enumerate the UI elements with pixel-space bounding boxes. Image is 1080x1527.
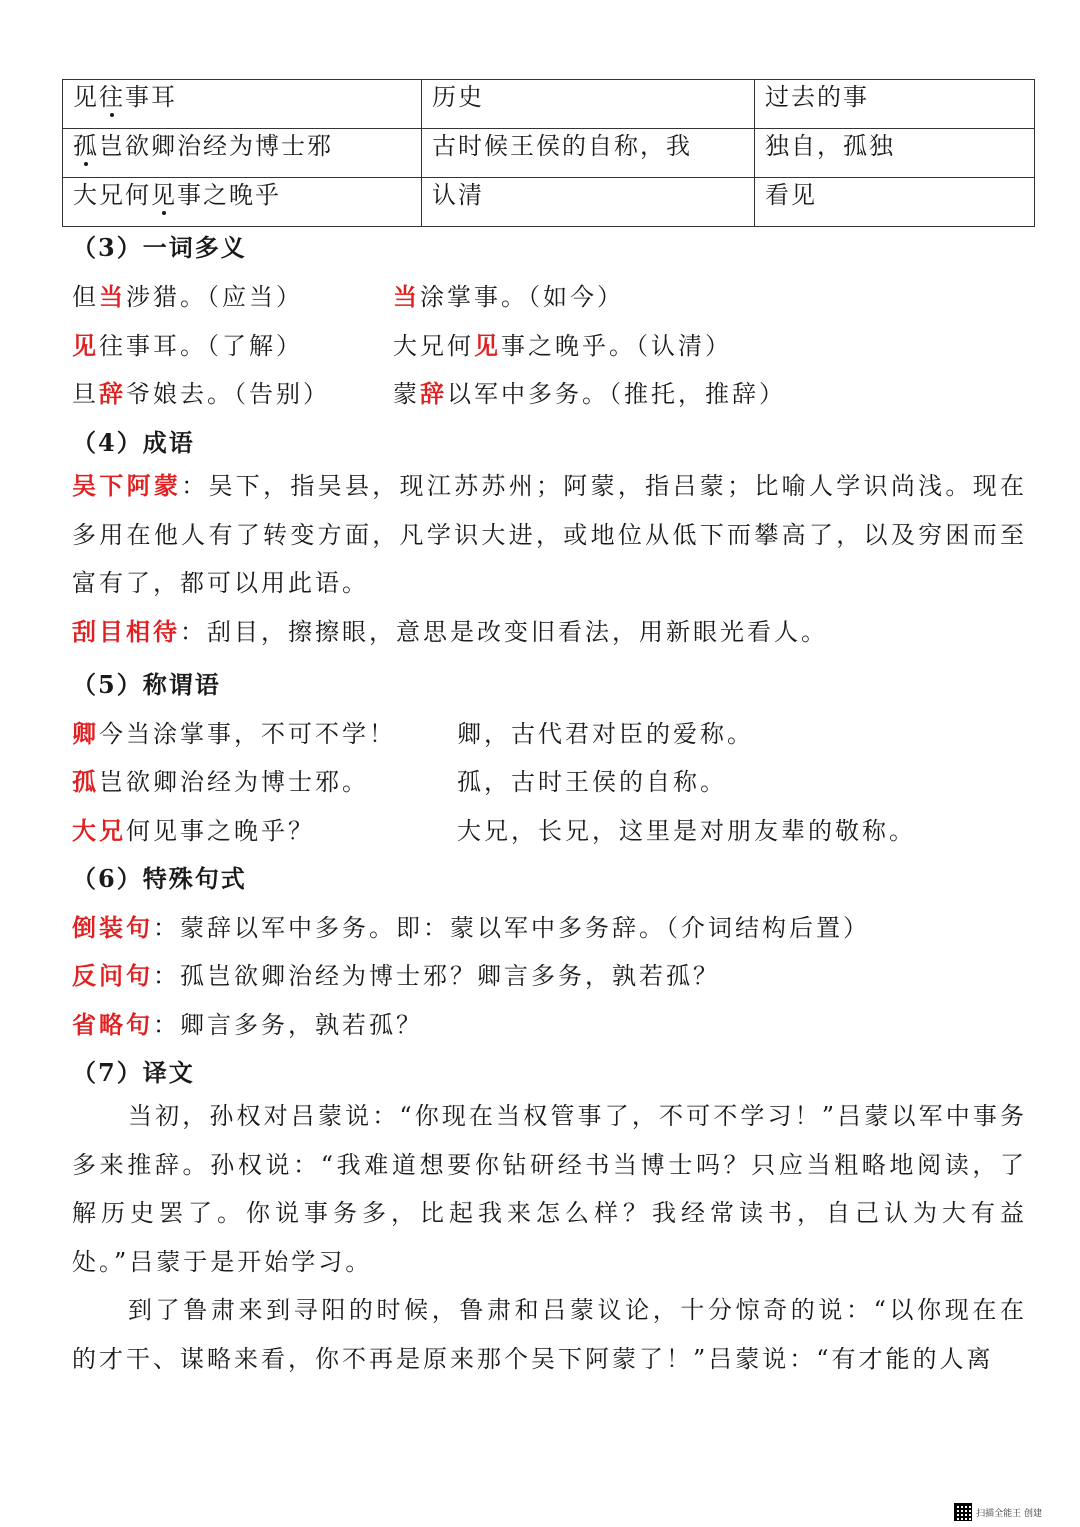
address-term-item: 孤岂欲卿治经为博士邪。: [72, 767, 369, 796]
table-cell: 历史: [422, 80, 755, 129]
section-heading: （3）一词多义: [72, 233, 247, 262]
translation-paragraph: 当初，孙权对吕蒙说：“你现在当权管事了，不可不学习！”吕蒙以军中事务多来推辞。孙权说：“我难道想要你钻研经书当博士吗？只应当粗略地阅读，了解历史罢了。你说事务多，比起我来怎么样？我经常读书，自己认为大有益处。”吕蒙于是开始学习。: [72, 1102, 1027, 1276]
table-cell: 古时候王侯的自称，我: [422, 129, 755, 178]
section-heading: （4）成语: [72, 428, 195, 457]
section-heading: （5）称谓语: [72, 670, 221, 699]
sentence-pattern-item: 反问句：孤岂欲卿治经为博士邪？卿言多务，孰若孤？: [72, 961, 720, 990]
address-term-item: 卿今当涂掌事，不可不学！: [72, 719, 396, 748]
sentence-pattern-item: 省略句：卿言多务，孰若孤？: [72, 1010, 423, 1039]
section-heading: （7）译文: [72, 1058, 195, 1087]
table-row: [63, 178, 1035, 227]
idiom-paragraph: 吴下阿蒙：吴下，指吴县，现江苏苏州；阿蒙，指吕蒙；比喻人学识尚浅。现在多用在他人有了转变方面，凡学识大进，或地位从低下而攀高了，以及穷困而至富有了，都可以用此语。: [72, 471, 1028, 597]
table-cell: 认清: [422, 178, 755, 227]
table-row: [63, 80, 1035, 129]
address-term-explanation: 卿，古代君对臣的爱称。: [457, 720, 754, 748]
address-term-explanation: 孤，古时王侯的自称。: [457, 768, 727, 796]
table-cell: 过去的事: [755, 80, 1035, 129]
sentence-pattern-item: 倒装句：蒙辞以军中多务。即：蒙以军中多务辞。（介词结构后置）: [72, 913, 870, 942]
polysemy-item: 见往事耳。（了解）: [72, 331, 303, 360]
translation-paragraph: 到了鲁肃来到寻阳的时候，鲁肃和吕蒙议论，十分惊奇的说：“以你现在在的才干、谋略来看，你不再是原来那个吴下阿蒙了！”吕蒙说：“有才能的人离: [72, 1296, 1027, 1373]
table-cell: 看见: [755, 178, 1035, 227]
address-term-item: 大兄何见事之晚乎？: [72, 816, 315, 845]
table-cell: 孤岂欲卿治经为博士邪: [63, 129, 422, 178]
section-heading: （6）特殊句式: [72, 864, 247, 893]
table-cell: 独自，孤独: [755, 129, 1035, 178]
polysemy-item: 旦辞爷娘去。（告别）: [72, 379, 330, 408]
qr-code-icon: [954, 1503, 972, 1521]
address-term-explanation: 大兄，长兄，这里是对朋友辈的敬称。: [457, 817, 916, 845]
table-row: [63, 129, 1035, 178]
polysemy-item: 蒙辞以军中多务。（推托，推辞）: [393, 379, 786, 408]
scanner-watermark: [954, 1503, 1042, 1521]
watermark-text: 扫描全能王 创建: [976, 1508, 1042, 1519]
idiom-paragraph: 刮目相待：刮目，擦擦眼，意思是改变旧看法，用新眼光看人。: [72, 617, 828, 646]
polysemy-item: 大兄何见事之晚乎。（认清）: [393, 331, 732, 360]
polysemy-item: 当涂掌事。（如今）: [393, 282, 624, 311]
table-cell: 见往事耳: [63, 80, 422, 129]
vocab-table: [62, 79, 1035, 227]
polysemy-item: 但当涉猎。（应当）: [72, 282, 303, 311]
table-cell: 大兄何见事之晚乎: [63, 178, 422, 227]
